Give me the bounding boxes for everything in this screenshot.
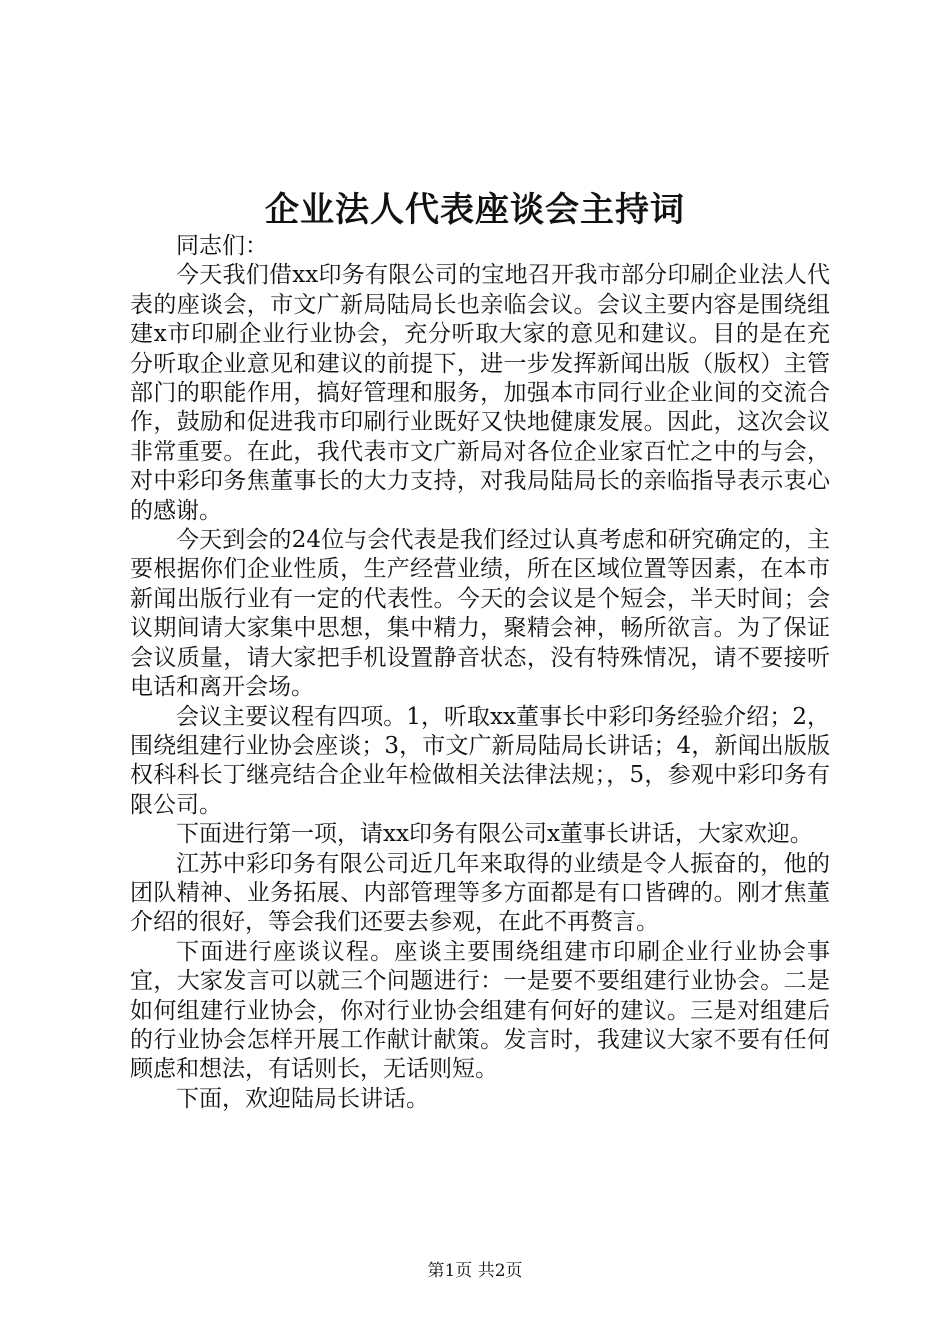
paragraph: 今天我们借xx印务有限公司的宝地召开我市部分印刷企业法人代表的座谈会，市文广新局陆局长也亲临会议。会议主要内容是围绕组建x市印刷企业行业协会，充分听取大家的意见和建议。目的是在充分听取企业意见和建议的前提下，进一步发挥新闻出版（版权）主管部门的职能作用，搞好管理和服务，加强本市同行业企业间的交流合作，鼓励和促进我市印刷行业既好又快地健康发展。因此，这次会议非常重要。在此，我代表市文广新局对各位企业家百忙之中的与会，对中彩印务焦董事长的大力支持，对我局陆局长的亲临指导表示衷心的感谢。 <box>130 262 830 524</box>
paragraph: 下面进行座谈议程。座谈主要围绕组建市印刷企业行业协会事宜，大家发言可以就三个问题进行：一是要不要组建行业协会。二是如何组建行业协会，你对行业协会组建有何好的建议。三是对组建后的行业协会怎样开展工作献计献策。发言时，我建议大家不要有任何顾虑和想法，有话则长，无话则短。 <box>130 938 830 1083</box>
paragraph: 下面进行第一项，请xx印务有限公司x董事长讲话，大家欢迎。 <box>176 821 813 848</box>
page-footer: 第1页 共2页 <box>427 1261 523 1281</box>
paragraph: 江苏中彩印务有限公司近几年来取得的业绩是令人振奋的，他的团队精神、业务拓展、内部管理等多方面都是有口皆碑的。刚才焦董介绍的很好，等会我们还要去参观，在此不再赘言。 <box>130 850 830 936</box>
document-body <box>130 232 830 1114</box>
paragraph: 今天到会的24位与会代表是我们经过认真考虑和研究确定的，主要根据你们企业性质，生产经营业绩，所在区域位置等因素，在本市新闻出版行业有一定的代表性。今天的会议是个短会，半天时间；会议期间请大家集中思想，集中精力，聚精会神，畅所欲言。为了保证会议质量，请大家把手机设置静音状态，没有特殊情况，请不要接听电话和离开会场。 <box>130 527 830 701</box>
paragraph: 会议主要议程有四项。1，听取xx董事长中彩印务经验介绍；2，围绕组建行业协会座谈；3，市文广新局陆局长讲话；4，新闻出版版权科科长丁继亮结合企业年检做相关法律法规；，5，参观中彩印务有限公司。 <box>130 703 830 818</box>
paragraph: 下面，欢迎陆局长讲话。 <box>176 1085 429 1112</box>
document-title: 企业法人代表座谈会主持词 <box>265 190 685 230</box>
paragraph-salutation: 同志们： <box>176 233 268 259</box>
